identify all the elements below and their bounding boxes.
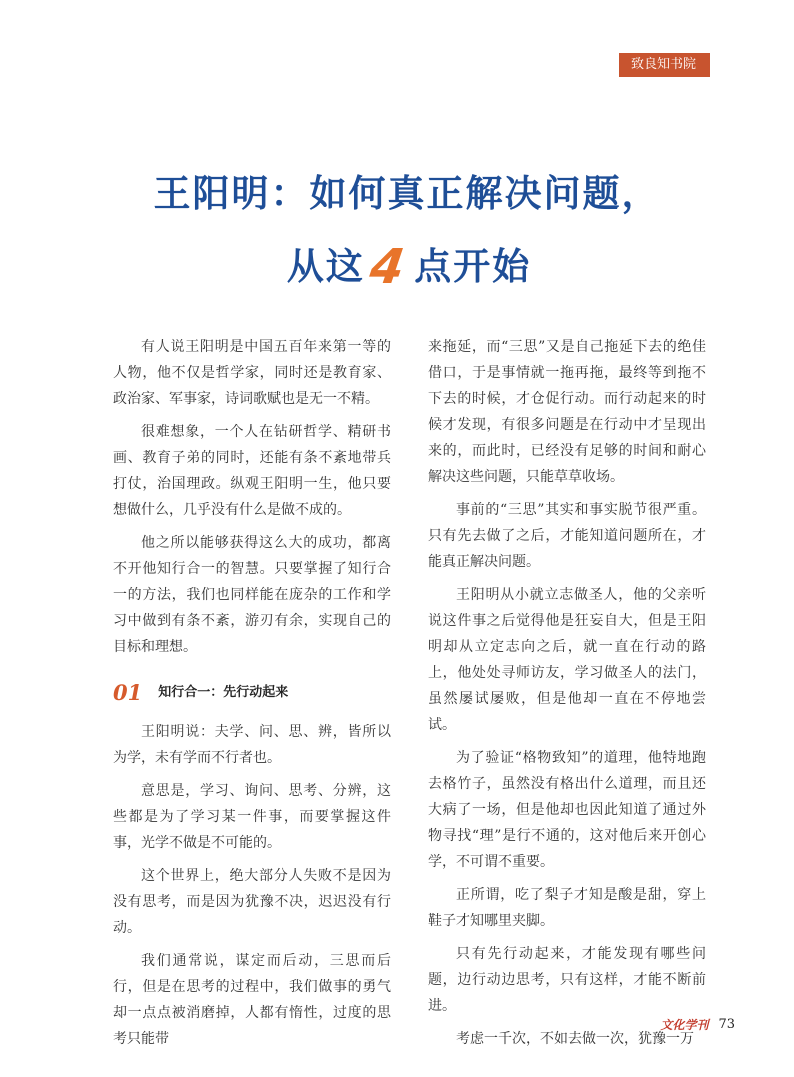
section-tag: 致良知书院 [619, 53, 710, 77]
paragraph: 王阳明从小就立志做圣人，他的父亲听说这件事之后觉得他是狂妄自大，但是王阳明却从立定志向之后，就一直在行动的路上，他处处寻师访友，学习做圣人的法门，虽然屡试屡败，但是他却一直在不停地尝试。 [428, 587, 706, 733]
paragraph: 他之所以能够获得这么大的成功，都离不开他知行合一的智慧。只要掌握了知行合一的方法，我们也同样能在庞杂的工作和学习中做到有条不紊，游刃有余，实现自己的目标和理想。 [113, 535, 391, 655]
paragraph: 来拖延，而“三思”又是自己拖延下去的绝佳借口，于是事情就一拖再拖，最终等到拖不下去的时候，才仓促行动。而行动起来的时候才发现，有很多问题是在行动中才呈现出来的，而此时，已经没有足够的时间和耐心解决这些问题，只能草草收场。 [428, 339, 706, 485]
article-title-line1: 王阳明：如何真正解决问题， [153, 171, 661, 215]
paragraph: 考虑一千次，不如去做一次，犹豫一万 [456, 1031, 694, 1047]
title-number: 4 [366, 239, 410, 295]
title-suffix: 点开始 [414, 244, 532, 288]
paragraph: 很难想象，一个人在钻研哲学、精研书画、教育子弟的同时，还能有条不紊地带兵打仗，治国理政。纵观王阳明一生，他只要想做什么，几乎没有什么是做不成的。 [113, 424, 391, 518]
section-heading [113, 680, 391, 706]
right-column [428, 334, 709, 1059]
page-number: 73 [718, 1017, 735, 1032]
section-title: 知行合一：先行动起来 [158, 685, 289, 700]
paragraph: 正所谓，吃了梨子才知是酸是甜，穿上鞋子才知哪里夹脚。 [428, 887, 706, 929]
paragraph: 这个世界上，绝大部分人失败不是因为没有思考，而是因为犹豫不决，迟迟没有行动。 [113, 868, 391, 936]
paragraph: 意思是，学习、询问、思考、分辨，这些都是为了学习某一件事，而要掌握这件事，光学不做是不可能的。 [113, 783, 391, 851]
paragraph: 王阳明说：夫学、问、思、辨，皆所以为学，未有学而不行者也。 [113, 724, 391, 766]
section-number: 01 [113, 680, 143, 705]
article-title-line2 [0, 236, 794, 293]
magazine-logo: 文化学刊 [660, 1018, 709, 1032]
paragraph: 有人说王阳明是中国五百年来第一等的人物，他不仅是哲学家，同时还是教育家、政治家、军事家，诗词歌赋也是无一不精。 [113, 339, 391, 407]
page-footer [660, 1016, 735, 1033]
title-prefix: 从这 [286, 244, 365, 288]
paragraph: 只有先行动起来，才能发现有哪些问题，边行动边思考，只有这样，才能不断前进。 [428, 946, 706, 1014]
paragraph: 我们通常说，谋定而后动，三思而后行，但是在思考的过程中，我们做事的勇气却一点点被消磨掉，人都有惰性，过度的思考只能带 [113, 953, 391, 1047]
left-column [113, 334, 391, 1059]
paragraph: 为了验证“格物致知”的道理，他特地跑去格竹子，虽然没有格出什么道理，而且还大病了一场，但是他却也因此知道了通过外物寻找“理”是行不通的，这对他后来开创心学，不可谓不重要。 [428, 750, 706, 870]
paragraph: 事前的“三思”其实和事实脱节很严重。只有先去做了之后，才能知道问题所在，才能真正解决问题。 [428, 502, 706, 570]
